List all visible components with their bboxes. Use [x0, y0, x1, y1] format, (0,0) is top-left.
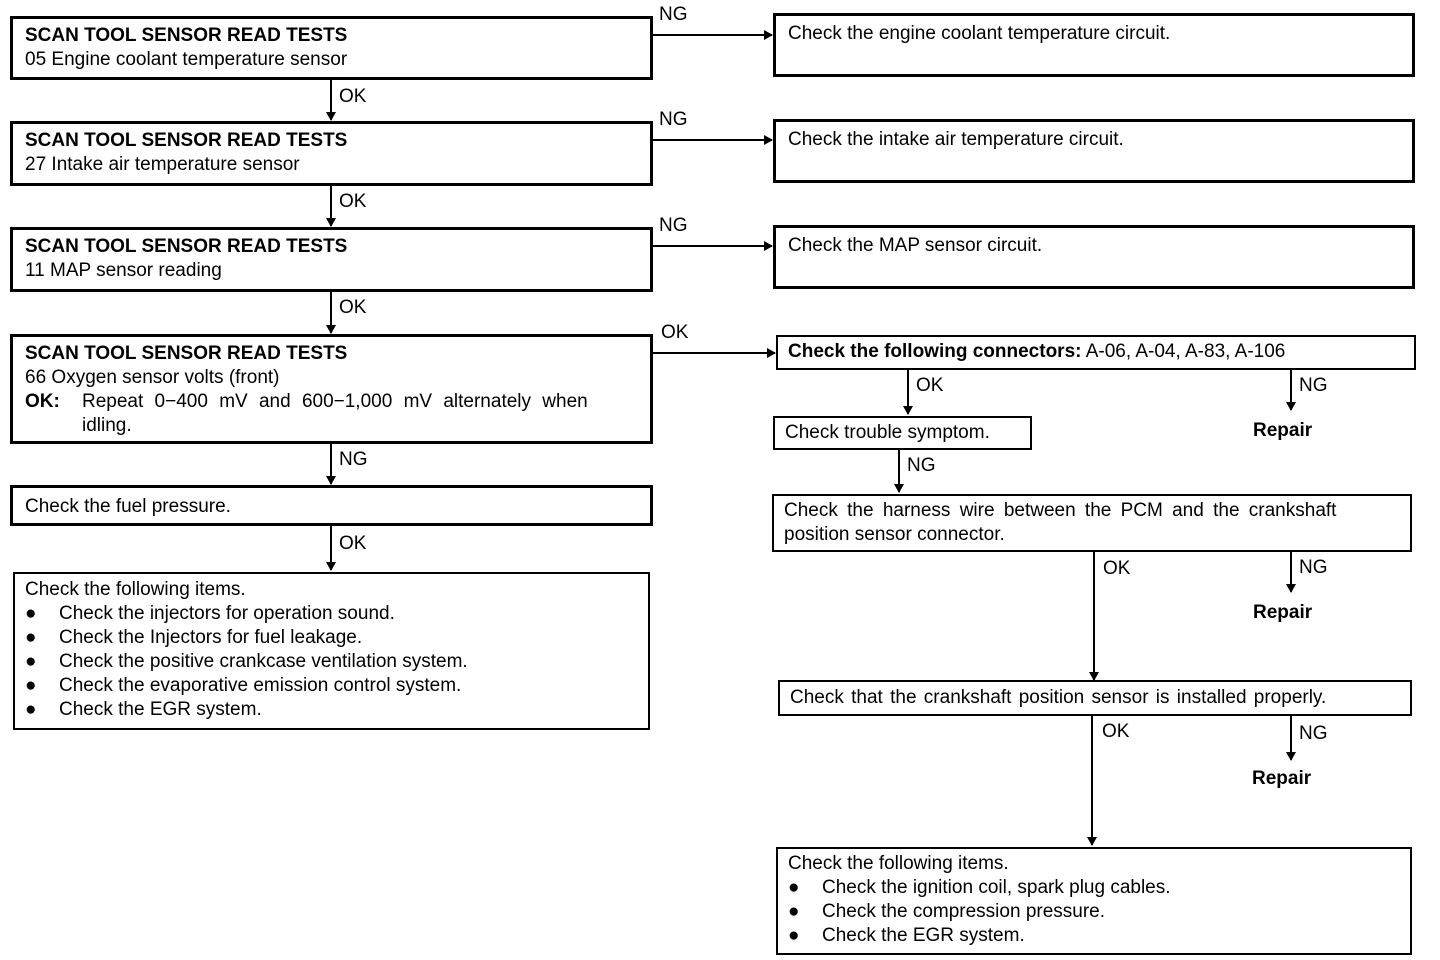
check-item — [788, 924, 1400, 948]
ok-criteria-label: OK: — [25, 391, 60, 412]
test-subtitle: 11 MAP sensor reading — [25, 260, 222, 281]
ok-label: OK — [1103, 558, 1131, 579]
ng-label: NG — [1299, 375, 1328, 396]
scan-test-intake-air-box — [10, 121, 653, 186]
trouble-symptom-box — [773, 416, 1032, 450]
check-item — [788, 900, 1400, 924]
check-item-text: Check the Injectors for fuel leakage. — [59, 627, 363, 648]
check-item — [25, 626, 638, 650]
fuel-pressure-box — [10, 485, 653, 526]
bullet-icon: ● — [25, 627, 37, 648]
repair-label: Repair — [1252, 768, 1312, 789]
ng-label: NG — [659, 109, 688, 130]
test-title: SCAN TOOL SENSOR READ TESTS — [25, 25, 348, 46]
check-item — [25, 698, 638, 722]
fuel-pressure-text: Check the fuel pressure. — [25, 496, 231, 517]
test-title: SCAN TOOL SENSOR READ TESTS — [25, 236, 348, 257]
ok-criteria-text: Repeat 0−400 mV and 600−1,000 mV alternately when — [82, 391, 588, 412]
ok-label: OK — [339, 533, 367, 554]
check-item-text: Check the compression pressure. — [822, 901, 1106, 922]
crankshaft-install-text: Check that the crankshaft position sensor is installed properly. — [790, 687, 1327, 708]
connectors-text — [788, 340, 1404, 364]
trouble-symptom-text: Check trouble symptom. — [785, 422, 990, 443]
connectors-box — [776, 335, 1416, 370]
crankshaft-install-box — [778, 680, 1412, 716]
check-item — [25, 674, 638, 698]
connectors-label: Check the following connectors: — [788, 341, 1082, 362]
check-items-header: Check the following items. — [25, 579, 246, 600]
ok-label: OK — [339, 297, 367, 318]
check-item-text: Check the positive crankcase ventilation system. — [59, 651, 468, 672]
ok-label: OK — [339, 191, 367, 212]
result-text: Check the intake air temperature circuit. — [788, 129, 1124, 150]
bullet-icon: ● — [25, 651, 37, 672]
test-subtitle: 05 Engine coolant temperature sensor — [25, 49, 348, 70]
check-item-text: Check the EGR system. — [59, 699, 262, 720]
connectors-values: A-06, A-04, A-83, A-106 — [1081, 341, 1286, 362]
repair-label: Repair — [1253, 420, 1313, 441]
ng-label: NG — [907, 455, 936, 476]
harness-wire-box — [772, 494, 1412, 552]
check-item — [25, 602, 638, 626]
bullet-icon: ● — [25, 699, 37, 720]
ok-label: OK — [1102, 721, 1130, 742]
harness-text-line2: position sensor connector. — [784, 524, 1005, 545]
ng-label: NG — [1299, 557, 1328, 578]
ok-criteria — [25, 390, 638, 414]
check-item — [788, 876, 1400, 900]
ng-label: NG — [659, 4, 688, 25]
result-text: Check the MAP sensor circuit. — [788, 235, 1043, 256]
intake-air-circuit-box — [773, 119, 1415, 183]
test-subtitle: 66 Oxygen sensor volts (front) — [25, 367, 280, 388]
bullet-icon: ● — [788, 877, 800, 898]
coolant-circuit-box — [773, 13, 1415, 77]
test-title: SCAN TOOL SENSOR READ TESTS — [25, 343, 348, 364]
ok-criteria-text-cont: idling. — [82, 415, 132, 436]
bullet-icon: ● — [25, 675, 37, 696]
bullet-icon: ● — [788, 925, 800, 946]
check-item-text: Check the ignition coil, spark plug cables. — [822, 877, 1171, 898]
check-item-text: Check the EGR system. — [822, 925, 1025, 946]
test-subtitle: 27 Intake air temperature sensor — [25, 154, 300, 175]
check-item-text: Check the injectors for operation sound. — [59, 603, 395, 624]
test-title: SCAN TOOL SENSOR READ TESTS — [25, 130, 348, 151]
ok-label: OK — [661, 322, 689, 343]
scan-test-map-box — [10, 227, 653, 292]
right-check-items-box — [776, 847, 1412, 955]
scan-test-oxygen-box — [10, 334, 653, 444]
ng-label: NG — [1299, 723, 1328, 744]
scan-test-coolant-box — [10, 16, 653, 80]
ok-label: OK — [916, 375, 944, 396]
ng-label: NG — [659, 215, 688, 236]
harness-text-line1: Check the harness wire between the PCM and the crankshaft — [784, 500, 1337, 521]
left-check-items-box — [13, 572, 650, 730]
bullet-icon: ● — [788, 901, 800, 922]
check-item-text: Check the evaporative emission control system. — [59, 675, 462, 696]
ok-label: OK — [339, 86, 367, 107]
check-items-header: Check the following items. — [788, 853, 1009, 874]
check-item — [25, 650, 638, 674]
result-text: Check the engine coolant temperature circuit. — [788, 23, 1171, 44]
bullet-icon: ● — [25, 603, 37, 624]
repair-label: Repair — [1253, 602, 1313, 623]
ng-label: NG — [339, 449, 368, 470]
map-circuit-box — [773, 225, 1415, 289]
